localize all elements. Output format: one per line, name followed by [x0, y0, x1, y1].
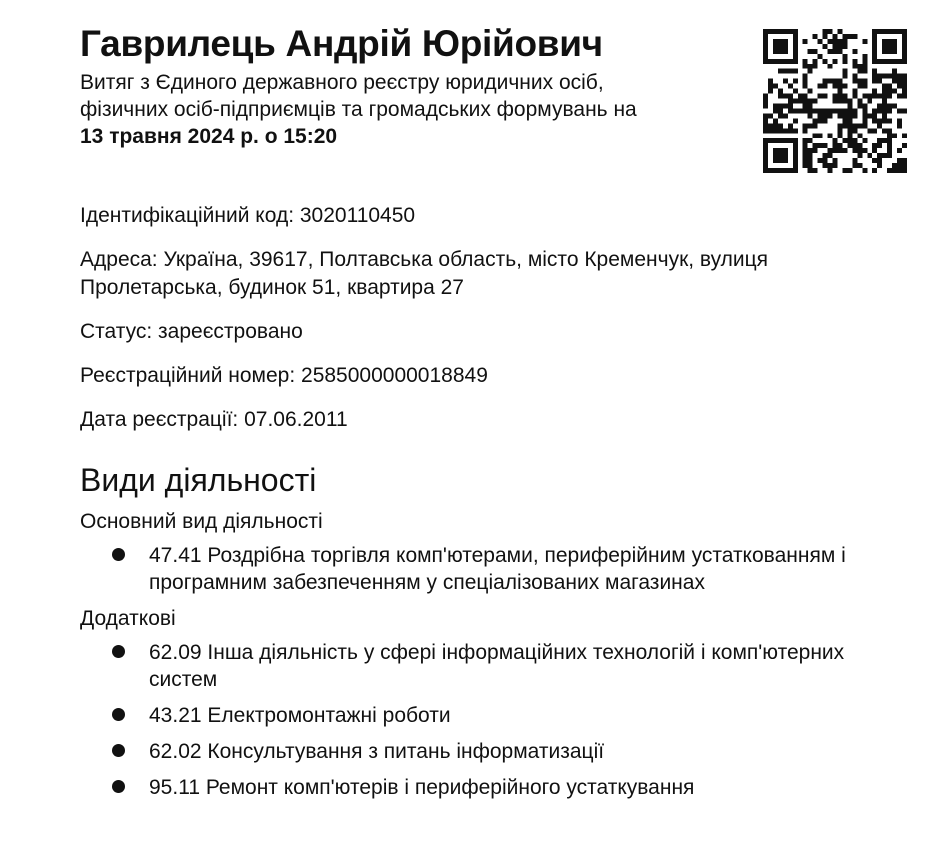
activity-text: 43.21 Електромонтажні роботи	[149, 704, 451, 727]
registry-fields	[80, 202, 870, 434]
document-page	[80, 22, 870, 810]
main-activity-label: Основний вид діяльності	[80, 510, 323, 533]
qr-code-icon	[763, 29, 907, 173]
status-field: Статус: зареєстровано	[80, 320, 303, 343]
activity-text: 47.41 Роздрібна торгівля комп'ютерами, периферійним устаткованням і програмним забезпеченням у спеціалізованих магазинах	[149, 544, 846, 594]
person-name: Гаврилець Андрій Юрійович	[80, 23, 603, 64]
bullet-icon	[112, 645, 125, 658]
list-item	[80, 774, 849, 801]
id-code-field: Ідентифікаційний код: 3020110450	[80, 204, 416, 227]
main-activity-list	[80, 542, 870, 596]
bullet-icon	[112, 780, 125, 793]
activity-text: 95.11 Ремонт комп'ютерів і периферійного устаткування	[149, 776, 695, 799]
activity-text: 62.02 Консультування з питань інформатизації	[149, 740, 605, 763]
subtitle-text: Витяг з Єдиного державного реєстру юридичних осіб, фізичних осіб-підприємців та громадських формувань на	[80, 71, 637, 121]
list-item	[80, 639, 849, 693]
bullet-icon	[112, 744, 125, 757]
document-header	[80, 22, 870, 172]
additional-activities-label: Додаткові	[80, 607, 176, 630]
bullet-icon	[112, 708, 125, 721]
activity-text: 62.09 Інша діяльність у сфері інформаційних технологій і комп'ютерних систем	[149, 641, 845, 691]
registration-date-field: Дата реєстрації: 07.06.2011	[80, 408, 348, 431]
extract-subtitle	[80, 69, 640, 150]
registration-number-field: Реєстраційний номер: 2585000000018849	[80, 364, 488, 387]
bullet-icon	[112, 548, 125, 561]
additional-activities-list	[80, 639, 870, 801]
list-item	[80, 702, 849, 729]
address-field: Адреса: Україна, 39617, Полтавська область, місто Кременчук, вулиця Пролетарська, будинок 51, квартира 27	[80, 248, 769, 299]
list-item	[80, 738, 849, 765]
list-item	[80, 542, 849, 596]
extract-date: 13 травня 2024 р. о 15:20	[80, 125, 338, 148]
activities-title: Види діяльності	[80, 462, 317, 498]
